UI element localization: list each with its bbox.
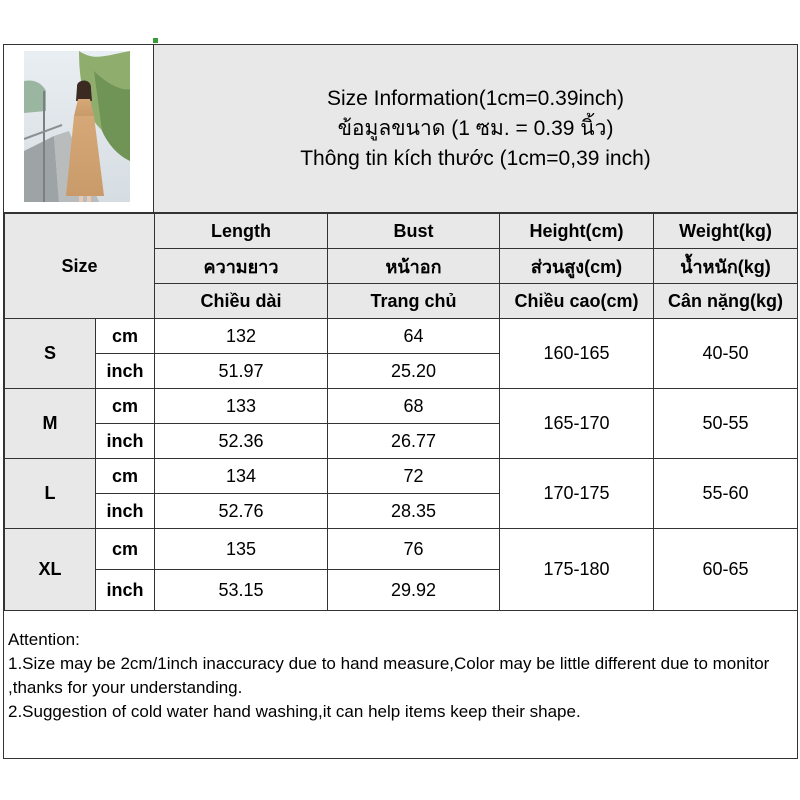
length-cm: 134 — [155, 459, 328, 494]
corner-marker — [153, 38, 158, 43]
size-cell: S — [5, 319, 96, 389]
header-height-en: Height(cm) — [500, 214, 654, 249]
height-range: 175-180 — [500, 529, 654, 611]
weight-range: 55-60 — [654, 459, 798, 529]
size-info-header — [154, 45, 797, 213]
unit-inch: inch — [96, 354, 155, 389]
title-english: Size Information(1cm=0.39inch) — [326, 86, 625, 110]
title-vietnamese: Thông tin kích thước (1cm=0,39 inch) — [300, 146, 651, 170]
length-inch: 53.15 — [155, 570, 328, 611]
header-height-th: ส่วนสูง(cm) — [500, 249, 654, 284]
bust-cm: 72 — [328, 459, 500, 494]
length-inch: 52.76 — [155, 494, 328, 529]
header-height-vi: Chiều cao(cm) — [500, 284, 654, 319]
unit-cm: cm — [96, 319, 155, 354]
bust-cm: 76 — [328, 529, 500, 570]
header-bust-th: หน้าอก — [328, 249, 500, 284]
length-cm: 135 — [155, 529, 328, 570]
bust-cm: 68 — [328, 389, 500, 424]
header-weight-en: Weight(kg) — [654, 214, 798, 249]
header-length-vi: Chiều dài — [155, 284, 328, 319]
weight-range: 60-65 — [654, 529, 798, 611]
product-photo — [24, 51, 130, 202]
header-bust-en: Bust — [328, 214, 500, 249]
length-cm: 133 — [155, 389, 328, 424]
header-weight-vi: Cân nặng(kg) — [654, 284, 798, 319]
bust-inch: 26.77 — [328, 424, 500, 459]
unit-inch: inch — [96, 494, 155, 529]
bust-inch: 28.35 — [328, 494, 500, 529]
size-table — [4, 213, 798, 611]
height-range: 165-170 — [500, 389, 654, 459]
length-inch: 51.97 — [155, 354, 328, 389]
table-row — [5, 459, 798, 494]
unit-cm: cm — [96, 529, 155, 570]
size-chart — [3, 44, 798, 759]
header-length-th: ความยาว — [155, 249, 328, 284]
unit-inch: inch — [96, 570, 155, 611]
height-range: 170-175 — [500, 459, 654, 529]
attention-note-2: 2.Suggestion of cold water hand washing,it can help items keep their shape. — [8, 702, 581, 721]
attention-notes — [4, 622, 797, 730]
unit-cm: cm — [96, 389, 155, 424]
size-cell: L — [5, 459, 96, 529]
weight-range: 50-55 — [654, 389, 798, 459]
bust-inch: 25.20 — [328, 354, 500, 389]
bust-inch: 29.92 — [328, 570, 500, 611]
size-header: Size — [5, 214, 155, 319]
attention-note-1: 1.Size may be 2cm/1inch inaccuracy due to hand measure,Color may be little different due to monitor ,thanks for your understanding. — [8, 654, 770, 697]
bust-cm: 64 — [328, 319, 500, 354]
unit-cm: cm — [96, 459, 155, 494]
table-row — [5, 319, 798, 354]
header-bust-vi: Trang chủ — [328, 284, 500, 319]
weight-range: 40-50 — [654, 319, 798, 389]
product-photo-cell — [4, 45, 154, 213]
size-cell: XL — [5, 529, 96, 611]
attention-heading: Attention: — [8, 630, 80, 649]
unit-inch: inch — [96, 424, 155, 459]
size-cell: M — [5, 389, 96, 459]
header-length-en: Length — [155, 214, 328, 249]
header-weight-th: น้ำหนัก(kg) — [654, 249, 798, 284]
length-cm: 132 — [155, 319, 328, 354]
title-thai: ข้อมูลขนาด (1 ซม. = 0.39 นิ้ว) — [337, 116, 614, 140]
table-row — [5, 389, 798, 424]
height-range: 160-165 — [500, 319, 654, 389]
length-inch: 52.36 — [155, 424, 328, 459]
table-row — [5, 529, 798, 570]
